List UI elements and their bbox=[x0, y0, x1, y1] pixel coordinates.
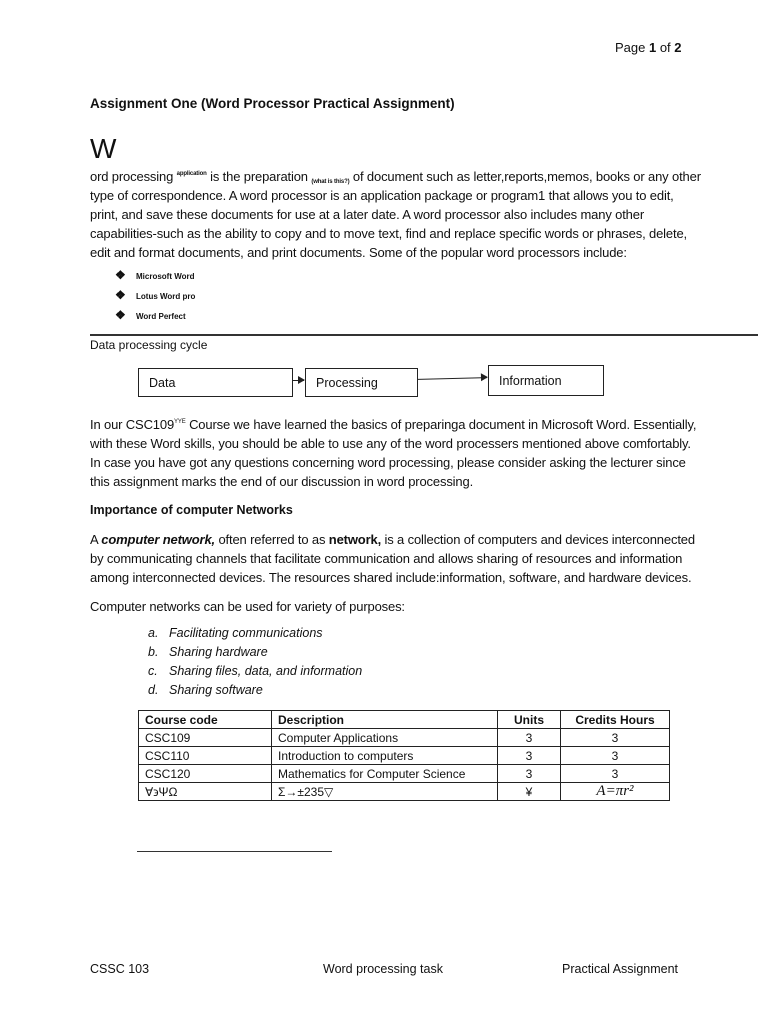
document-body bbox=[90, 94, 702, 852]
table-row bbox=[139, 747, 670, 765]
list-item bbox=[115, 268, 702, 292]
superscript-note: application bbox=[176, 171, 207, 177]
network-text-a: A bbox=[90, 532, 102, 547]
footer-right: Practical Assignment bbox=[562, 962, 679, 976]
intro-text-1: ord processing bbox=[90, 169, 177, 184]
subscript-note: (what is this?) bbox=[311, 179, 350, 185]
table-cell: 3 bbox=[498, 765, 561, 783]
table-row bbox=[139, 783, 670, 801]
table-cell: 3 bbox=[498, 747, 561, 765]
list-text: Sharing files, data, and information bbox=[169, 664, 363, 678]
table-row bbox=[139, 729, 670, 747]
table-cell: 3 bbox=[561, 729, 670, 747]
list-item bbox=[115, 288, 702, 312]
network-term-2: network, bbox=[328, 532, 382, 547]
list-item bbox=[148, 662, 702, 681]
cycle-step-data: Data bbox=[138, 368, 293, 397]
course-superscript: YYE bbox=[174, 419, 186, 425]
course-text-2: Course we have learned the basics of preparinga document in Microsoft Word. Essentially, with these Word skills, you should be able to use any of the word processers mentioned above comfortably. In case you have got any questions concerning word processing, please consider asking the lecturer since this assignment marks the end of our discussion in word processing. bbox=[90, 417, 697, 489]
course-table bbox=[138, 710, 670, 801]
list-marker: d. bbox=[148, 683, 159, 697]
page-of: of bbox=[656, 40, 675, 55]
table-cell: Introduction to computers bbox=[272, 747, 498, 765]
page-num: 1 bbox=[648, 40, 657, 55]
table-cell: ∀϶ΨΩ bbox=[139, 783, 272, 801]
divider-line bbox=[90, 334, 758, 336]
intro-text-3: of document such as letter,reports,memos, books or any other type of correspondence. A word processor is an application package or program1 that allows you to edit, print, and save these documents for use at a later date. A word processor also includes many other capabilities-such as the ability to copy and to move text, find and replace specific words or phrases, delete, edit and format documents, and print documents. Some of the popular word processors include: bbox=[90, 169, 701, 260]
table-cell: Computer Applications bbox=[272, 729, 498, 747]
page-prefix: Page bbox=[615, 40, 649, 55]
list-item bbox=[148, 624, 702, 643]
purposes-list bbox=[148, 624, 702, 700]
table-cell: 3 bbox=[561, 765, 670, 783]
list-marker: c. bbox=[148, 664, 158, 678]
document-title: Assignment One (Word Processor Practical Assignment) bbox=[90, 96, 455, 111]
cycle-step-information: Information bbox=[488, 365, 604, 396]
intro-paragraph bbox=[90, 167, 702, 262]
network-term: computer network, bbox=[101, 532, 216, 547]
column-header: Description bbox=[272, 711, 498, 729]
processing-cycle-diagram bbox=[90, 365, 702, 415]
bullet-text: Lotus Word pro bbox=[136, 292, 196, 301]
purposes-intro: Computer networks can be used for variety of purposes: bbox=[90, 599, 405, 614]
arrow-icon bbox=[418, 377, 487, 380]
diamond-bullet-icon: ❖ bbox=[115, 288, 126, 302]
list-item bbox=[148, 681, 702, 700]
table-row bbox=[139, 765, 670, 783]
list-marker: b. bbox=[148, 645, 159, 659]
column-header: Units bbox=[498, 711, 561, 729]
list-text: Sharing software bbox=[169, 683, 263, 697]
table-cell: ¥ bbox=[498, 783, 561, 801]
page-total: 2 bbox=[674, 40, 682, 55]
intro-text-2: is the preparation bbox=[206, 169, 312, 184]
list-marker: a. bbox=[148, 626, 159, 640]
word-processor-list bbox=[115, 268, 702, 332]
section-heading: Importance of computer Networks bbox=[90, 503, 293, 517]
footnote-separator bbox=[137, 851, 332, 852]
course-paragraph bbox=[90, 415, 702, 491]
list-item bbox=[115, 308, 702, 332]
table-cell: 3 bbox=[561, 747, 670, 765]
table-cell: CSC110 bbox=[139, 747, 272, 765]
diamond-bullet-icon: ❖ bbox=[115, 308, 126, 322]
table-cell: 3 bbox=[498, 729, 561, 747]
arrow-icon bbox=[293, 380, 304, 381]
cycle-step-processing: Processing bbox=[305, 368, 418, 397]
equation-cell: A=πr² bbox=[561, 783, 670, 801]
table-header-row bbox=[139, 711, 670, 729]
network-text-c: is a collection of computers and devices interconnected by communicating channels that facilitate communication and allows sharing of resources and information among interconnected devices. The resources shared include:information, software, and hardware devices. bbox=[90, 532, 695, 585]
network-paragraph bbox=[90, 530, 702, 587]
list-text: Sharing hardware bbox=[169, 645, 268, 659]
page-number bbox=[615, 40, 682, 55]
bullet-text: Microsoft Word bbox=[136, 272, 195, 281]
list-item bbox=[148, 643, 702, 662]
diamond-bullet-icon: ❖ bbox=[115, 268, 126, 282]
table-cell: CSC109 bbox=[139, 729, 272, 747]
column-header: Course code bbox=[139, 711, 272, 729]
bullet-text: Word Perfect bbox=[136, 312, 186, 321]
drop-cap: W bbox=[90, 133, 117, 164]
footer-left: CSSC 103 bbox=[90, 962, 150, 976]
course-text-1: In our CSC109 bbox=[90, 417, 175, 432]
network-text-b: often referred to as bbox=[215, 532, 329, 547]
table-cell: Mathematics for Computer Science bbox=[272, 765, 498, 783]
list-text: Facilitating communications bbox=[169, 626, 323, 640]
table-cell: CSC120 bbox=[139, 765, 272, 783]
column-header: Credits Hours bbox=[561, 711, 670, 729]
cycle-label: Data processing cycle bbox=[90, 338, 208, 352]
table-cell: Σ→±235▽ bbox=[272, 783, 498, 801]
footer-center: Word processing task bbox=[323, 962, 443, 976]
